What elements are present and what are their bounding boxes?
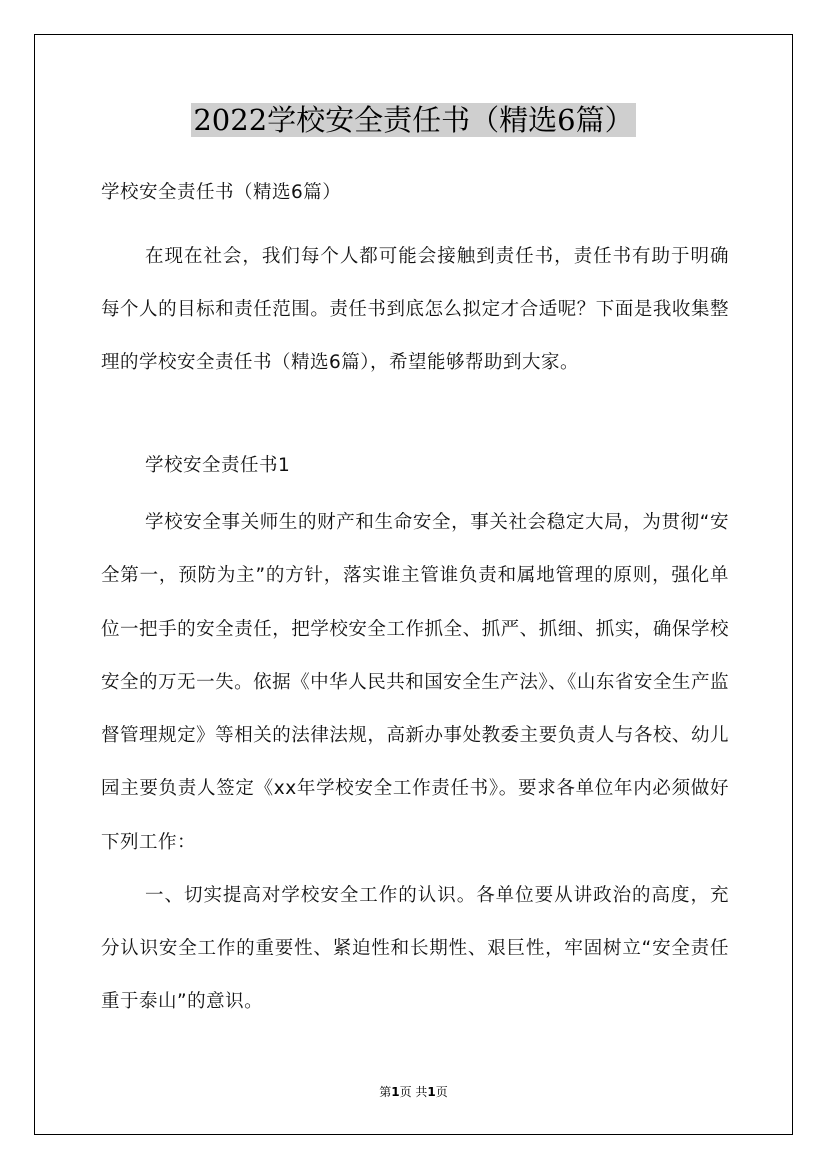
intro-paragraph: 在现在社会，我们每个人都可能会接触到责任书，责任书有助于明确每个人的目标和责任范围。责任书到底怎么拟定才合适呢？下面是我收集整理的学校安全责任书（精选6篇），希望能够帮助到大家。 xyxy=(101,246,729,373)
document-subtitle: 学校安全责任书（精选6篇） xyxy=(101,182,342,203)
body-paragraph-2: 一、切实提高对学校安全工作的认识。各单位要从讲政治的高度，充分认识安全工作的重要性、紧迫性和长期性、艰巨性，牢固树立“安全责任重于泰山”的意识。 xyxy=(101,885,729,1012)
footer-current-page: 1 xyxy=(391,1085,400,1099)
document-title-text: 2022学校安全责任书（精选6篇） xyxy=(193,103,634,137)
footer-suffix: 页 xyxy=(435,1085,448,1099)
page-footer xyxy=(0,1083,827,1100)
body-paragraph-1: 学校安全事关师生的财产和生命安全，事关社会稳定大局，为贯彻“安全第一，预防为主”的方针，落实谁主管谁负责和属地管理的原则，强化单位一把手的安全责任，把学校安全工作抓全、抓严、抓细、抓实，确保学校安全的万无一失。依据《中华人民共和国安全生产法》、《山东省安全生产监督管理规定》等相关的法律法规，高新办事处教委主要负责人与各校、幼儿园主要负责人签定《xx年学校安全工作责任书》。要求各单位年内必须做好下列工作： xyxy=(101,512,729,853)
document-title xyxy=(0,100,827,140)
footer-prefix: 第 xyxy=(379,1085,392,1099)
footer-total-pages: 1 xyxy=(427,1085,436,1099)
section-heading: 学校安全责任书1 xyxy=(145,455,291,476)
footer-mid: 页 共 xyxy=(399,1085,428,1099)
